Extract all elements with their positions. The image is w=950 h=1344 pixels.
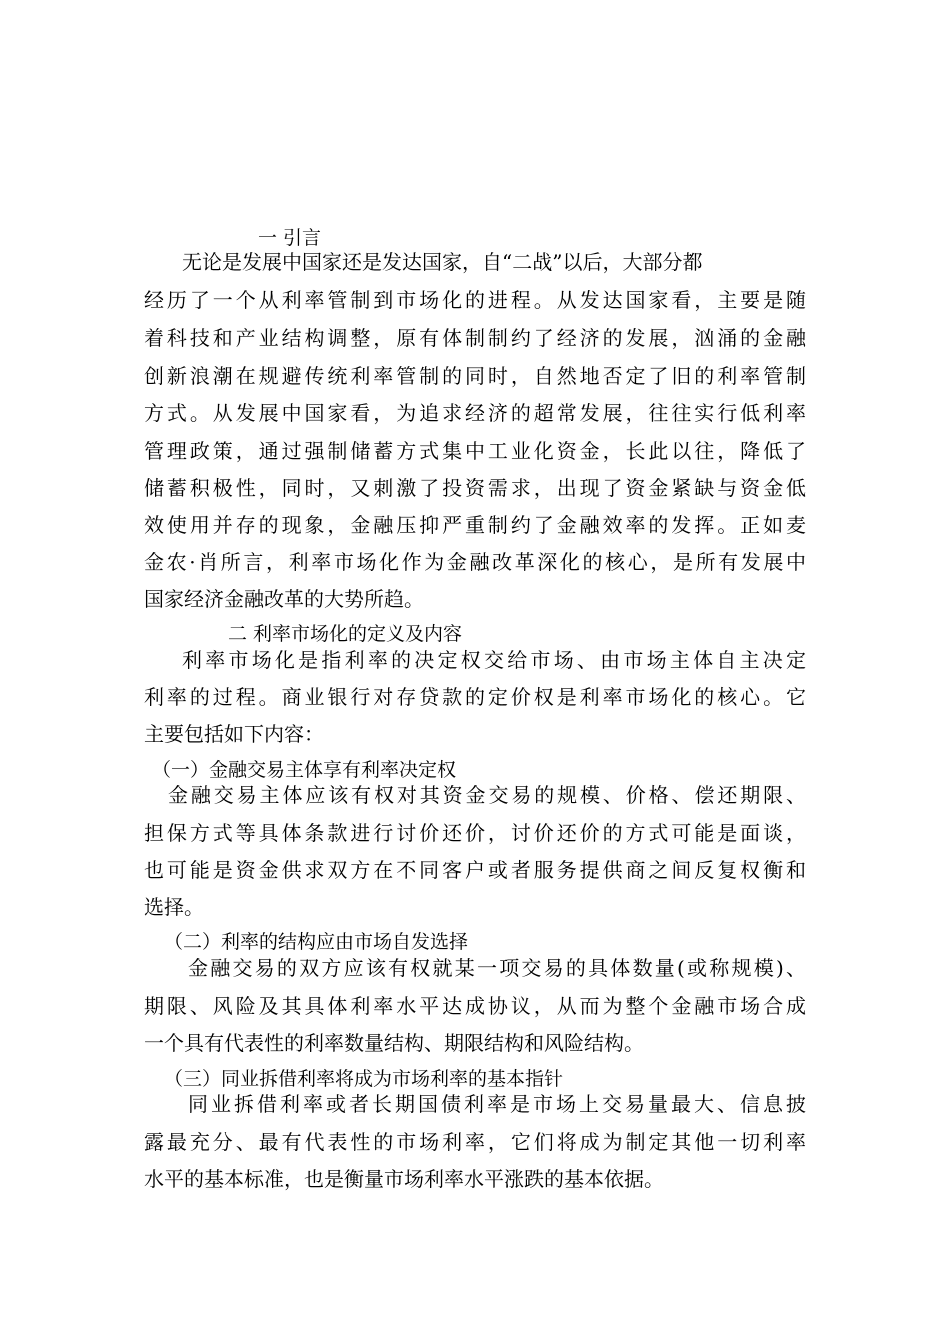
paragraph-line: 无论是发展中国家还是发达国家，自“二战”以后，大部分都 [182, 250, 703, 274]
paragraph-line: 金融交易的双方应该有权就某一项交易的具体数量(或称规模)、 [188, 956, 806, 980]
paragraph-line: 管理政策，通过强制储蓄方式集中工业化资金，长此以往，降低了 [144, 439, 806, 463]
paragraph-line: 一个具有代表性的利率数量结构、期限结构和风险结构。 [144, 1031, 644, 1055]
subsection-heading-3: （三）同业拆借利率将成为市场利率的基本指针 [164, 1068, 564, 1090]
paragraph-line: 效使用并存的现象，金融压抑严重制约了金融效率的发挥。正如麦 [144, 513, 806, 537]
paragraph-line: 期限、风险及其具体利率水平达成协议，从而为整个金融市场合成 [144, 994, 806, 1018]
paragraph-line: 选择。 [144, 895, 204, 919]
paragraph-line: 着科技和产业结构调整，原有体制制约了经济的发展，汹涌的金融 [144, 326, 806, 350]
paragraph-line: 利率市场化是指利率的决定权交给市场、由市场主体自主决定 [182, 648, 806, 672]
paragraph-line: 露最充分、最有代表性的市场利率，它们将成为制定其他一切利率 [144, 1130, 806, 1154]
paragraph-line: 国家经济金融改革的大势所趋。 [144, 587, 424, 611]
section-heading-definition: 二 利率市场化的定义及内容 [228, 623, 463, 645]
paragraph-line: 担保方式等具体条款进行讨价还价，讨价还价的方式可能是面谈， [144, 821, 806, 845]
paragraph-line: 经历了一个从利率管制到市场化的进程。从发达国家看，主要是随 [144, 288, 806, 312]
section-heading-introduction: 一 引言 [258, 227, 322, 249]
subsection-heading-2: （二）利率的结构应由市场自发选择 [164, 931, 469, 953]
paragraph-line: 利率的过程。商业银行对存贷款的定价权是利率市场化的核心。它 [144, 685, 806, 709]
subsection-heading-1: （一）金融交易主体享有利率决定权 [152, 759, 457, 781]
paragraph-line: 水平的基本标准，也是衡量市场利率水平涨跌的基本依据。 [144, 1167, 664, 1191]
paragraph-line: 金农·肖所言，利率市场化作为金融改革深化的核心，是所有发展中 [144, 550, 806, 574]
paragraph-line: 主要包括如下内容： [144, 722, 324, 746]
paragraph-line: 同业拆借利率或者长期国债利率是市场上交易量最大、信息披 [188, 1092, 806, 1116]
paragraph-line: 金融交易主体应该有权对其资金交易的规模、价格、偿还期限、 [168, 783, 806, 807]
paragraph-line: 创新浪潮在规避传统利率管制的同时，自然地否定了旧的利率管制 [144, 364, 806, 388]
paragraph-line: 储蓄积极性，同时，又刺激了投资需求，出现了资金紧缺与资金低 [144, 476, 806, 500]
paragraph-line: 方式。从发展中国家看，为追求经济的超常发展，往往实行低利率 [144, 401, 806, 425]
paragraph-line: 也可能是资金供求双方在不同客户或者服务提供商之间反复权衡和 [144, 858, 806, 882]
